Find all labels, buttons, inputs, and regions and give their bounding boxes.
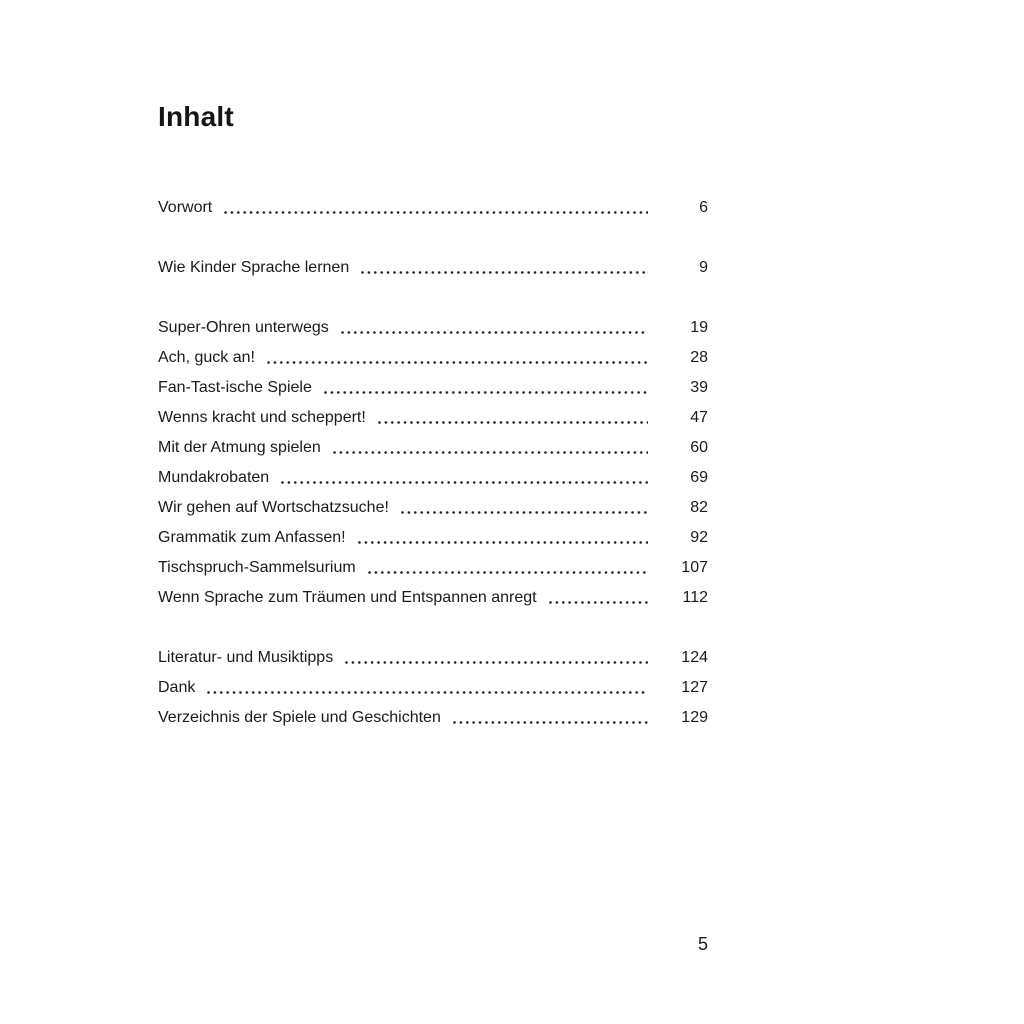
dot-leader — [333, 441, 648, 455]
toc-group-front — [158, 193, 708, 223]
toc-entry — [158, 493, 708, 523]
toc-entry-page: 92 — [690, 529, 708, 546]
dot-leader — [358, 531, 648, 545]
table-of-contents — [158, 193, 708, 733]
toc-entry-label: Wie Kinder Sprache lernen — [158, 259, 350, 276]
toc-entry — [158, 313, 708, 343]
toc-entry-page: 28 — [690, 349, 708, 366]
toc-entry-label: Grammatik zum Anfassen! — [158, 529, 346, 546]
toc-entry — [158, 553, 708, 583]
toc-entry-page: 39 — [690, 379, 708, 396]
toc-entry — [158, 703, 708, 733]
toc-entry-page: 82 — [690, 499, 708, 516]
dot-leader — [341, 321, 648, 335]
toc-entry-label: Ach, guck an! — [158, 349, 255, 366]
toc-group-intro — [158, 253, 708, 283]
toc-entry-label: Mundakrobaten — [158, 469, 270, 486]
toc-entry-page: 47 — [690, 409, 708, 426]
toc-entry-page: 112 — [682, 589, 708, 606]
toc-entry — [158, 463, 708, 493]
dot-leader — [224, 201, 648, 215]
toc-entry — [158, 523, 708, 553]
toc-entry-label: Super-Ohren unterwegs — [158, 319, 329, 336]
toc-entry-label: Tischspruch-Sammelsurium — [158, 559, 356, 576]
dot-leader — [378, 411, 648, 425]
dot-leader — [281, 471, 648, 485]
toc-entry — [158, 403, 708, 433]
toc-entry-label: Vorwort — [158, 199, 213, 216]
toc-entry-label: Verzeichnis der Spiele und Geschichten — [158, 709, 441, 726]
page-title: Inhalt — [158, 101, 234, 132]
toc-entry-page: 6 — [699, 199, 708, 216]
toc-group-back — [158, 643, 708, 733]
toc-entry-page: 107 — [681, 559, 708, 576]
dot-leader — [368, 561, 648, 575]
dot-leader — [549, 591, 648, 605]
toc-entry — [158, 343, 708, 373]
toc-entry-page: 60 — [690, 439, 708, 456]
toc-entry — [158, 583, 708, 613]
toc-entry — [158, 193, 708, 223]
toc-entry-page: 124 — [681, 649, 708, 666]
toc-entry-label: Literatur- und Musiktipps — [158, 649, 334, 666]
toc-entry-label: Fan-Tast-ische Spiele — [158, 379, 312, 396]
page-number: 5 — [697, 934, 708, 954]
toc-entry-label: Wenns kracht und scheppert! — [158, 409, 366, 426]
dot-leader — [267, 351, 648, 365]
toc-entry — [158, 253, 708, 283]
dot-leader — [345, 651, 648, 665]
toc-entry-label: Wir gehen auf Wortschatzsuche! — [158, 499, 389, 516]
dot-leader — [361, 261, 648, 275]
dot-leader — [453, 711, 648, 725]
dot-leader — [401, 501, 648, 515]
toc-entry-label: Dank — [158, 679, 196, 696]
toc-entry-page: 127 — [681, 679, 708, 696]
toc-entry — [158, 373, 708, 403]
toc-entry-label: Wenn Sprache zum Träumen und Entspannen anregt — [158, 589, 537, 606]
dot-leader — [324, 381, 648, 395]
toc-entry — [158, 673, 708, 703]
toc-group-chapters — [158, 313, 708, 613]
toc-entry — [158, 643, 708, 673]
toc-entry-page: 129 — [681, 709, 708, 726]
dot-leader — [207, 681, 648, 695]
toc-entry — [158, 433, 708, 463]
toc-entry-page: 69 — [690, 469, 708, 486]
toc-entry-label: Mit der Atmung spielen — [158, 439, 321, 456]
toc-entry-page: 9 — [699, 259, 708, 276]
toc-entry-page: 19 — [690, 319, 708, 336]
